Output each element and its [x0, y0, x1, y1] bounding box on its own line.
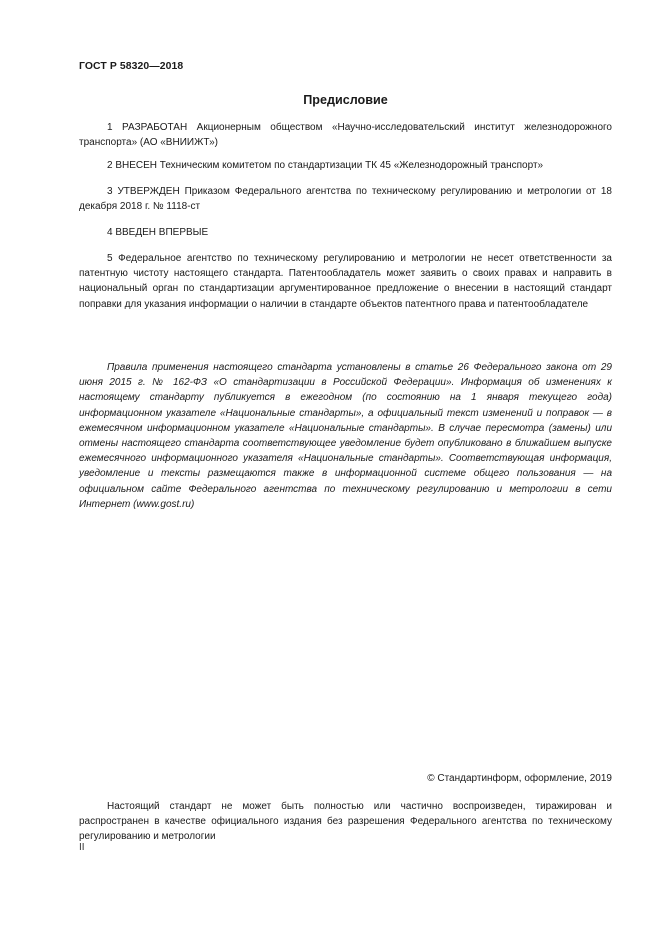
document-code: ГОСТ Р 58320—2018 — [79, 61, 184, 72]
page-number: II — [79, 842, 85, 853]
preface-title: Предисловие — [303, 93, 388, 107]
preface-item-4: 4 ВВЕДЕН ВПЕРВЫЕ — [107, 227, 209, 238]
application-rules-note: Правила применения настоящего стандарта установлены в статье 26 Федерального закона от 29 июня 2015 г. № 162-ФЗ «О стандартизации в Российской Федерации». Информация об изменениях к настоящему стандарту публикуется в ежегодном (по состоянию на 1 января текущего года) информационном указателе «Национальные стандарты», а официальный текст изменений и поправок — в ежемесячном информационном указателе «Национальные стандарты». В случае пересмотра (замены) или отмены настоящего стандарта соответствующее уведомление будет опубликовано в ближайшем выпуске ежемесячного информационного указателя «Национальные стандарты». Соответствующая информация, уведомление и тексты размещаются также в информационной системе общего пользования — на официальном сайте Федерального агентства по техническому регулированию и метрологии в сети Интернет (www.gost.ru) — [79, 362, 612, 510]
preface-item-3: 3 УТВЕРЖДЕН Приказом Федерального агентства по техническому регулированию и метрологии от 18 декабря 2018 г. № 1118-ст — [79, 186, 612, 213]
preface-item-2: 2 ВНЕСЕН Техническим комитетом по стандартизации ТК 45 «Железнодорожный транспорт» — [107, 160, 544, 171]
preface-item-1: 1 РАЗРАБОТАН Акционерным обществом «Научно-исследовательский институт железнодорожного транспорта» (АО «ВНИИЖТ») — [79, 122, 612, 149]
copyright-notice: © Стандартинформ, оформление, 2019 — [427, 773, 612, 784]
reproduction-notice: Настоящий стандарт не может быть полностью или частично воспроизведен, тиражирован и распространен в качестве официального издания без разрешения Федерального агентства по техническому регулированию и метрологии — [79, 801, 612, 843]
preface-item-5: 5 Федеральное агентство по техническому регулированию и метрологии не несет ответственности за патентную чистоту настоящего стандарта. Патентообладатель может заявить о своих правах и направить в национальный орган по стандартизации аргументированное предложение о внесении в настоящий стандарт поправки для указания информации о наличии в стандарте объектов патентного права и патентообладателе — [79, 253, 612, 310]
